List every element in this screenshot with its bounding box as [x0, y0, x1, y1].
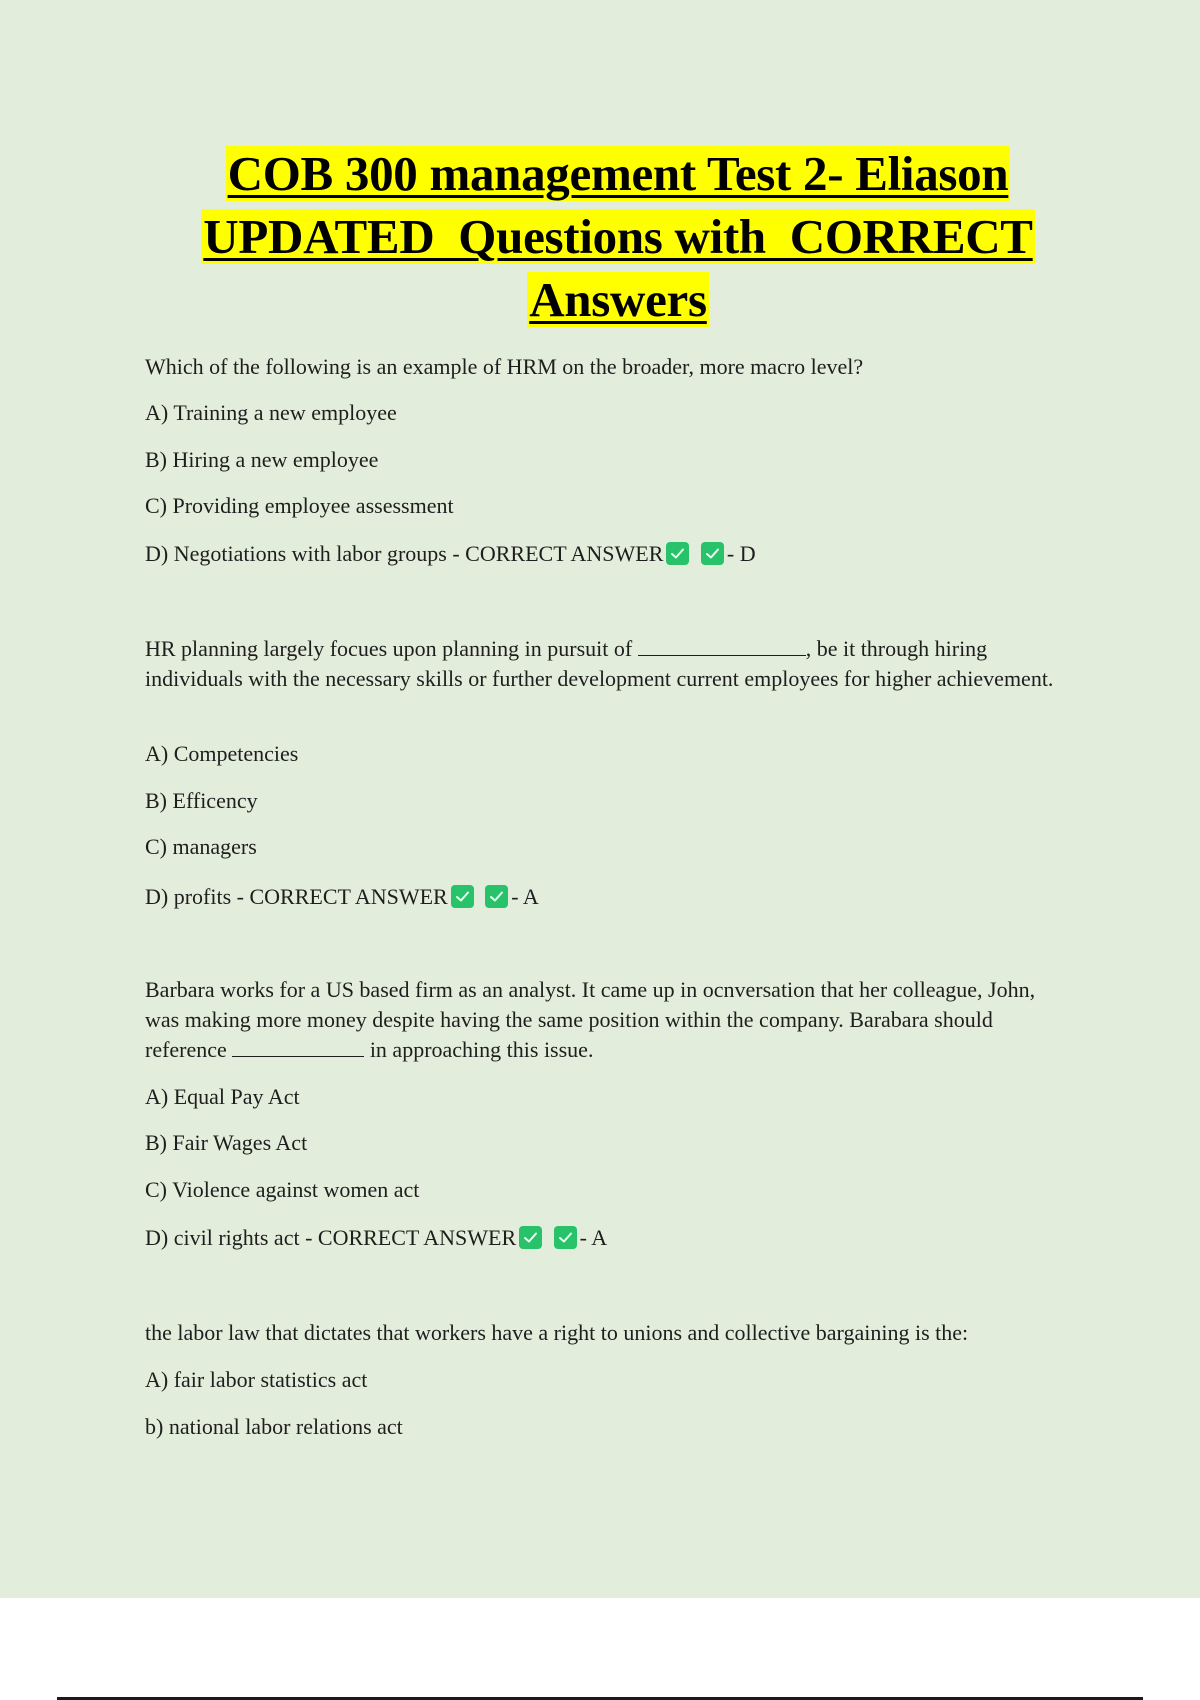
- question-2-option-d: [145, 882, 539, 912]
- question-2-option-b: B) Efficency: [145, 788, 258, 813]
- question-3-option-b: B) Fair Wages Act: [145, 1130, 308, 1155]
- question-2-answer: - A: [511, 884, 539, 909]
- question-1-option-b: B) Hiring a new employee: [145, 447, 379, 472]
- question-3-option-d-label: D) civil rights act - CORRECT ANSWER: [145, 1225, 517, 1250]
- question-1-text: Which of the following is an example of HRM on the broader, more macro level?: [145, 354, 864, 379]
- question-2-option-c: C) managers: [145, 834, 257, 859]
- document-title: [0, 142, 1200, 331]
- title-line-1: COB 300 management Test 2- Eliason: [227, 146, 1009, 201]
- question-2-option-a: A) Competencies: [145, 741, 299, 766]
- check-box-icon: [485, 885, 508, 908]
- question-3-option-a: A) Equal Pay Act: [145, 1084, 300, 1109]
- question-3-text: Barbara works for a US based firm as an analyst. It came up in ocnversation that her colleague, John, was making more money despite having the same position within the company. Barabara should reference in approaching this issue.: [145, 977, 1036, 1062]
- answer-blank: [638, 635, 806, 656]
- check-box-icon: [554, 1226, 577, 1249]
- question-3-option-d: [145, 1223, 607, 1253]
- check-box-icon: [519, 1226, 542, 1249]
- question-4-option-b: b) national labor relations act: [145, 1414, 403, 1439]
- question-1-answer: - D: [726, 541, 756, 566]
- check-box-icon: [451, 885, 474, 908]
- answer-blank: [232, 1036, 364, 1057]
- question-1-option-d: [145, 539, 756, 569]
- title-line-2: UPDATED Questions with CORRECT: [203, 209, 1033, 264]
- question-2-text: HR planning largely focues upon planning in pursuit of , be it through hiring individuals with the necessary skills or further development current employees for higher achievement.: [145, 636, 1054, 691]
- question-4-option-a: A) fair labor statistics act: [145, 1367, 368, 1392]
- question-2-option-d-label: D) profits - CORRECT ANSWER: [145, 884, 448, 909]
- question-1-option-a: A) Training a new employee: [145, 400, 397, 425]
- title-line-3: Answers: [529, 272, 707, 327]
- question-3-answer: - A: [579, 1225, 608, 1250]
- question-1-option-d-label: D) Negotiations with labor groups - CORRECT ANSWER: [145, 541, 664, 566]
- question-1-option-c: C) Providing employee assessment: [145, 493, 454, 518]
- question-4-text: the labor law that dictates that workers have a right to unions and collective bargaining is the:: [145, 1320, 969, 1345]
- check-box-icon: [666, 542, 689, 565]
- question-3-option-c: C) Violence against women act: [145, 1177, 420, 1202]
- check-box-icon: [701, 542, 724, 565]
